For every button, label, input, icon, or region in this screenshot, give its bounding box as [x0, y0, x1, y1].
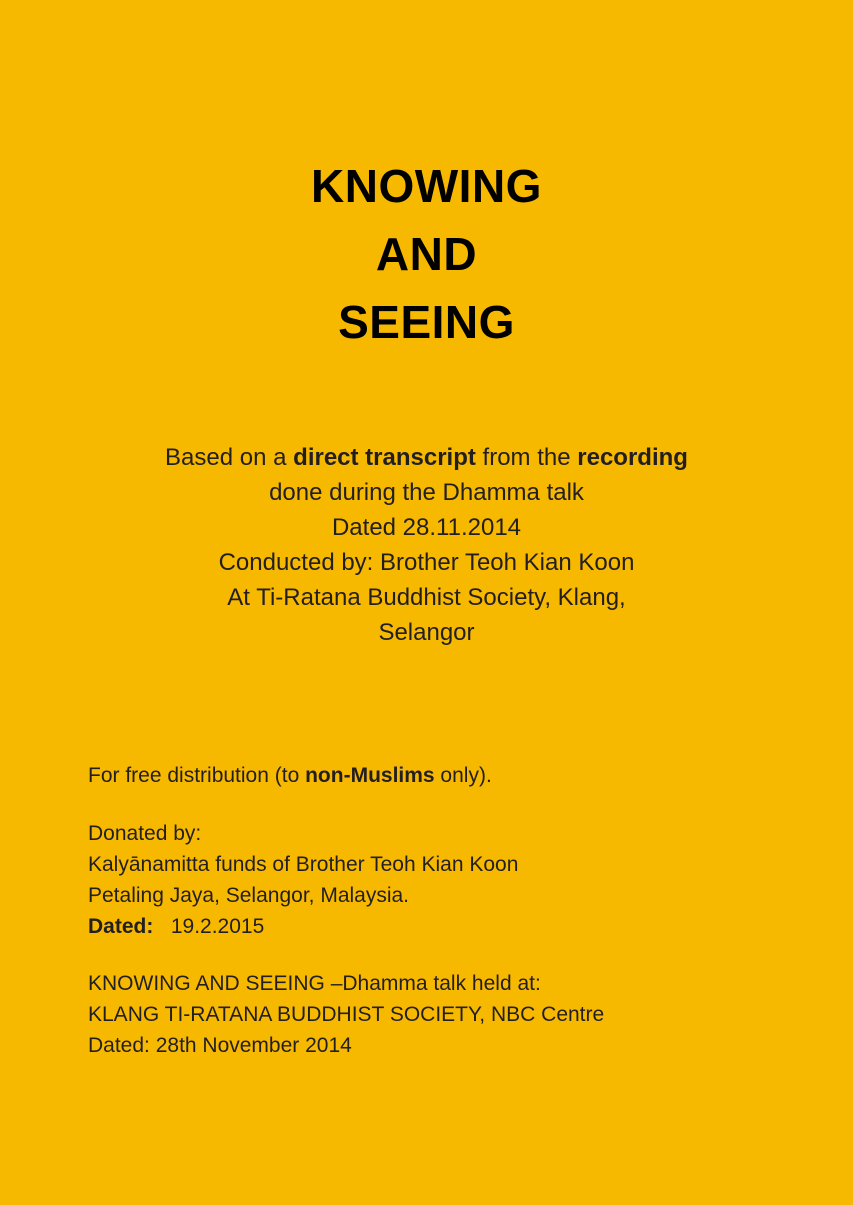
credit-line-occasion: done during the Dhamma talk	[269, 479, 584, 506]
donated-location: Petaling Jaya, Selangor, Malaysia.	[88, 884, 410, 907]
title-line-3: SEEING	[338, 296, 515, 348]
credit-line-state: Selangor	[378, 619, 475, 646]
credit-source-bold-recording: recording	[577, 444, 688, 471]
credit-line-venue: At Ti-Ratana Buddhist Society, Klang,	[227, 584, 626, 611]
cover-credit	[0, 440, 853, 650]
donation-block	[88, 818, 518, 942]
donated-date-value: 19.2.2015	[153, 915, 265, 938]
distribution-bold: non-Muslims	[305, 764, 435, 787]
title-line-1: KNOWING	[311, 160, 542, 212]
distribution-prefix: For free distribution (to	[88, 764, 306, 787]
talk-date: Dated: 28th November 2014	[88, 1034, 352, 1057]
talk-details-block	[88, 968, 604, 1061]
credit-line-speaker: Conducted by: Brother Teoh Kian Koon	[218, 549, 635, 576]
free-distribution-note	[88, 760, 492, 791]
talk-venue: KLANG TI-RATANA BUDDHIST SOCIETY, NBC Centre	[88, 1003, 605, 1026]
title-line-2: AND	[375, 228, 478, 280]
free-distribution-text	[88, 760, 492, 791]
donated-heading: Donated by:	[88, 822, 202, 845]
credit-source-bold-transcript: direct transcript	[293, 444, 476, 471]
credit-line-date: Dated 28.11.2014	[331, 514, 522, 541]
credit-source-middle: from the	[475, 444, 578, 471]
donated-date-row	[88, 911, 518, 942]
credit-source-prefix: Based on a	[165, 444, 294, 471]
donated-date-label: Dated:	[88, 915, 154, 938]
donated-fund: Kalyānamitta funds of Brother Teoh Kian Koon	[88, 853, 519, 876]
distribution-suffix: only).	[434, 764, 492, 787]
credit-line-source	[0, 440, 853, 475]
talk-title: KNOWING AND SEEING –Dhamma talk held at:	[88, 972, 541, 995]
cover-title	[0, 152, 853, 356]
